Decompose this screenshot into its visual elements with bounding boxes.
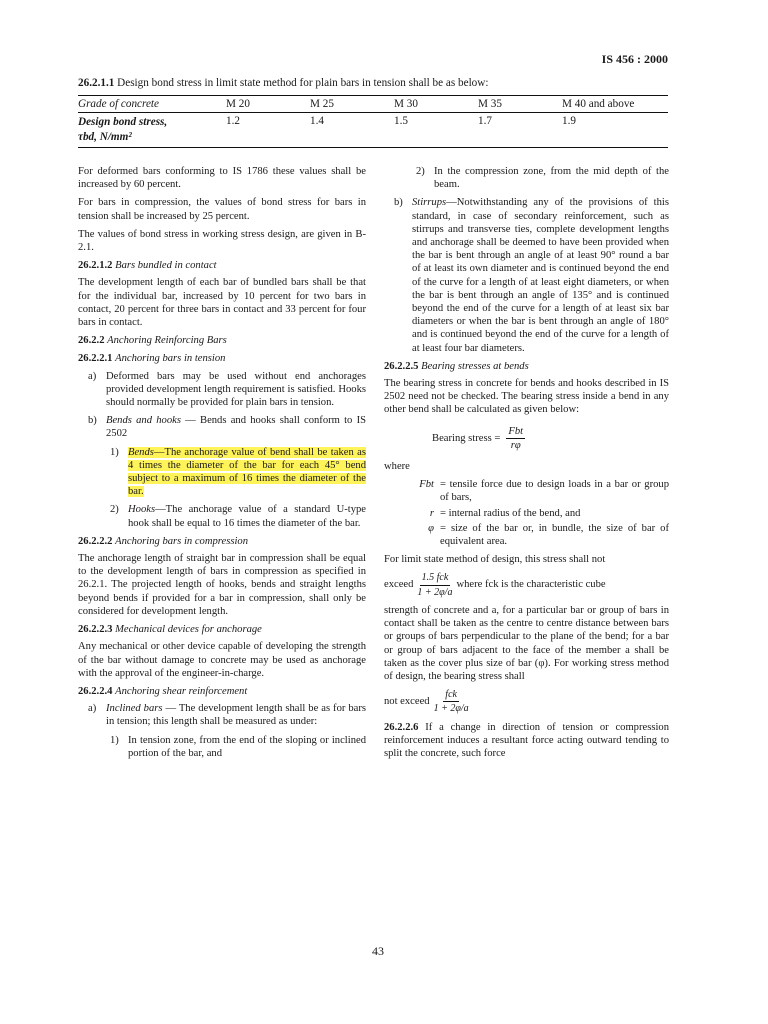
list-marker: b) [394, 197, 403, 209]
paragraph: The bearing stress in concrete for bends and hooks described in IS 2502 need not be checked. The bearing stress inside a bend in any other bend shall be calculated as given below: [384, 378, 669, 416]
section-title: Anchoring Reinforcing Bars [107, 335, 227, 347]
section-number: 26.2.2.5 [384, 360, 419, 372]
list-item [78, 370, 366, 410]
row-label-line: τbd, N/mm² [78, 131, 132, 143]
definition-text: = internal radius of the bend, and [440, 507, 581, 519]
list-body: —The anchorage value of bend shall be taken as 4 times the diameter of the bar for each 45° bend subject to a maximum of 16 times the diameter of the bar. [128, 446, 366, 498]
section-heading [78, 685, 366, 698]
table-cell: 1.5 [394, 115, 408, 127]
highlighted-text [128, 446, 366, 499]
list-body: —The anchorage value of a standard U-type hook shall be equal to 16 times the diameter of the bar. [128, 504, 366, 529]
intro-clause [78, 77, 678, 89]
section-text: If a change in direction of tension or compression reinforcement induces a resultant force acting outward tending to split the concrete, such force [384, 721, 669, 759]
list-heading: Stirrups [412, 197, 447, 209]
list-heading: Hooks [128, 504, 156, 516]
inline-text: not exceed [384, 696, 430, 708]
row-label-line: Design bond stress, [78, 116, 168, 128]
table-cell: 1.7 [478, 115, 492, 127]
fraction-denominator: 1 + 2φ/a [433, 703, 469, 715]
definition-item [384, 507, 669, 520]
inline-formula-line [384, 571, 669, 598]
paragraph: The values of bond stress in working stress design, are given in B-2.1. [78, 228, 366, 254]
definition-symbol: Fbt [419, 479, 434, 491]
left-column [78, 165, 366, 765]
table-cell: 1.2 [226, 115, 240, 127]
section-title: Bars bundled in contact [115, 260, 217, 272]
list-text: Deformed bars may be used without end anchorages provided development length requirement is satisfied. Hooks should normally be provided for plain bars in tension. [106, 370, 366, 409]
list-item [78, 702, 366, 728]
section-heading [78, 535, 366, 548]
definition-text: = size of the bar or, in bundle, the size of bar of equivalent area. [440, 522, 669, 548]
definition-symbol: r [429, 507, 434, 519]
table-row [78, 113, 668, 147]
definition-symbol: φ [428, 522, 434, 534]
paragraph [384, 721, 669, 761]
list-text [106, 414, 366, 440]
section-heading [78, 259, 366, 272]
section-heading [384, 360, 669, 373]
list-marker: b) [88, 415, 97, 427]
section-heading [78, 623, 366, 636]
section-heading [78, 334, 366, 347]
formula-denominator: rφ [510, 439, 521, 451]
list-text: In tension zone, from the end of the sloping or inclined portion of the bar, and [128, 734, 366, 759]
table-header-row [78, 96, 668, 112]
list-body: —Notwithstanding any of the provisions of this standard, in case of secondary reinforcement, such as stirrups and transverse ties, complete development lengths and anchorage shall be deemed to have been provided when the bar is bent through an angle of at least 90° round a bar of at least its own diameter and is continued beyond the end of the curve for a length of at least eight diameters, or when the bar is bent through an angle of 135° and is continued beyond the end of the curve for a length of at least six bar diameters or when the bar is bent through an angle of 180° and is continued beyond the end of the curve for a length of at least four bar diameters. [412, 197, 669, 354]
section-heading [78, 352, 366, 365]
section-title: Bearing stresses at bends [421, 360, 529, 372]
section-number: 26.2.2 [78, 335, 105, 347]
list-heading: Bends [128, 446, 154, 458]
fraction-denominator: 1 + 2φ/a [417, 586, 453, 598]
section-number: 26.2.2.3 [78, 624, 113, 636]
section-title: Anchoring bars in tension [115, 353, 226, 365]
inline-fraction [434, 688, 469, 715]
table-header-cell: Grade of concrete [78, 98, 159, 110]
fraction-numerator: fck [443, 688, 459, 702]
paragraph: strength of concrete and a, for a particular bar or group of bars in contact shall be taken as the centre to centre distance between bars or groups of bars perpendicular to the plane of the bend; for a bar or group of bars adjacent to the face of the member a shall be taken as the cover plus size of bar (φ). For working stress method of design, the bearing stress shall [384, 604, 669, 682]
list-item [78, 446, 366, 499]
inline-text: where fck is the characteristic cube [456, 579, 606, 591]
section-title: Mechanical devices for anchorage [115, 624, 262, 636]
page-number: 43 [372, 944, 384, 958]
inline-fraction [417, 571, 452, 598]
right-column [384, 165, 669, 765]
inline-formula-line [384, 688, 669, 715]
list-marker: 1) [110, 734, 119, 746]
list-marker: a) [88, 370, 97, 382]
section-number: 26.2.1.2 [78, 260, 113, 272]
section-title: Anchoring bars in compression [115, 535, 249, 547]
list-marker: 2) [416, 166, 425, 177]
list-heading: Bends and hooks [106, 415, 181, 427]
list-body: — Bends and hooks shall conform to IS 2502 [106, 415, 366, 440]
list-item [384, 196, 669, 354]
list-text [128, 503, 366, 529]
formula-fraction [506, 425, 525, 452]
definition-item [384, 478, 669, 504]
document-header: IS 456 : 2000 [601, 52, 668, 66]
bearing-stress-formula [432, 425, 669, 452]
table-cell: 1.4 [310, 115, 324, 127]
bond-stress-table [78, 95, 668, 148]
table-header-cell: M 35 [478, 98, 502, 110]
paragraph: The anchorage length of straight bar in compression shall be equal to the development length of bars in compression as specified in 26.2.1. The projected length of hooks, bends and straight lengths beyond bends if provided for a bar in compression, shall only be considered for development length. [78, 553, 366, 617]
formula-label: Bearing stress = [432, 432, 501, 444]
list-text [412, 196, 669, 354]
clause-text: Design bond stress in limit state method for plain bars in tension shall be as below: [117, 77, 489, 89]
clause-number: 26.2.1.1 [78, 77, 115, 89]
section-title: Anchoring shear reinforcement [115, 685, 248, 697]
table-header-cell: M 40 and above [562, 98, 635, 110]
table-header-cell: M 25 [310, 98, 334, 110]
list-item [78, 734, 366, 760]
list-text [106, 702, 366, 728]
section-number: 26.2.2.6 [384, 721, 419, 733]
section-number: 26.2.2.1 [78, 353, 113, 365]
paragraph: For bars in compression, the values of bond stress for bars in tension shall be increased by 25 percent. [78, 197, 366, 222]
list-body: — The development length shall be as for bars in tension; this length shall be measured as under: [106, 703, 366, 728]
table-header-cell: M 30 [394, 98, 418, 110]
inline-text: exceed [384, 579, 414, 591]
paragraph: Any mechanical or other device capable of developing the strength of the bar without damage to concrete may be used as anchorage with the approval of the engineer-in-charge. [78, 641, 366, 679]
fraction-numerator: 1.5 fck [420, 571, 451, 585]
list-marker: 1) [110, 446, 119, 458]
list-heading: Inclined bars [106, 703, 163, 715]
list-item [78, 414, 366, 440]
definition-item [384, 522, 669, 548]
list-item [78, 503, 366, 529]
list-item [384, 165, 669, 191]
table-bottom-rule [78, 147, 668, 148]
table-cell: 1.9 [562, 115, 576, 127]
list-text: In the compression zone, from the mid depth of the beam. [434, 166, 669, 191]
paragraph: For limit state method of design, this stress shall not [384, 554, 606, 566]
paragraph: For deformed bars conforming to IS 1786 these values shall be increased by 60 percent. [78, 166, 366, 191]
formula-numerator: Fbt [506, 425, 525, 439]
table-row-label [78, 113, 226, 147]
definition-text: = tensile force due to design loads in a bar or group of bars, [440, 479, 669, 504]
paragraph: where [384, 461, 410, 473]
list-marker: a) [88, 703, 97, 715]
section-number: 26.2.2.4 [78, 685, 113, 697]
table-header-cell: M 20 [226, 98, 250, 110]
list-marker: 2) [110, 504, 119, 516]
paragraph: The development length of each bar of bundled bars shall be that for the individual bar, increased by 10 percent for two bars in contact, 20 percent for three bars in contact and 33 percent for four bars in contact. [78, 277, 366, 329]
section-number: 26.2.2.2 [78, 535, 113, 547]
